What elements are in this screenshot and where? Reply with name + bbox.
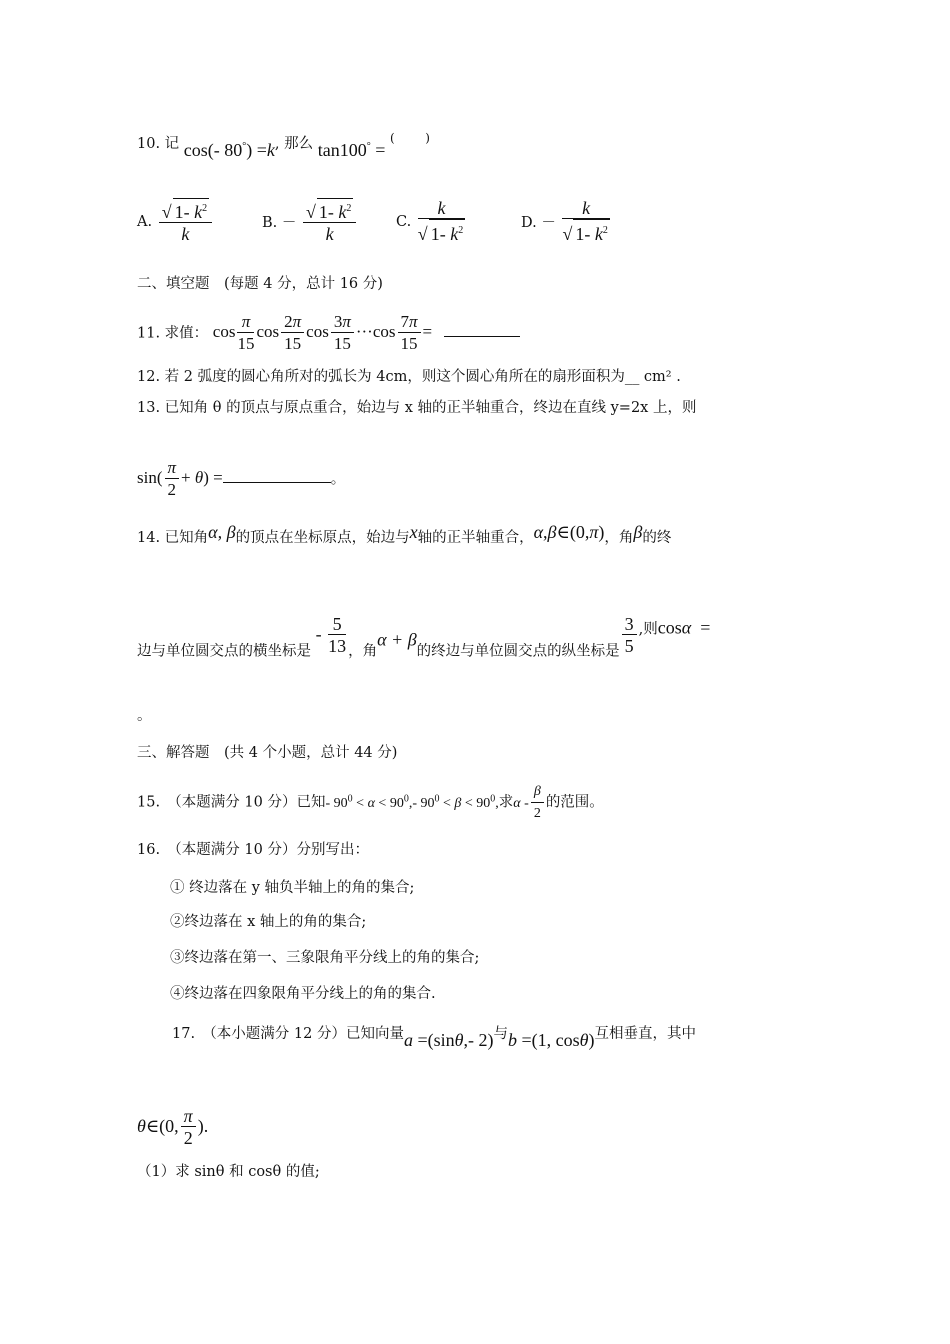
q17-cond <box>137 1106 208 1149</box>
q14-cos: cosα = <box>657 617 711 638</box>
q14-text-e: 的终 <box>642 530 672 546</box>
q14-text-2a: 边与单位圆交点的横坐标是 <box>137 643 311 660</box>
q14-alpha-plus-beta: α + β <box>377 629 417 650</box>
q10-mid: , 那么 <box>274 136 314 152</box>
q11-expr: cos $\frac{\pi}{15}$ cos $\frac{2\pi}{15}$ cos $\frac{3\pi}{15}$ ···cos $\frac{7\pi}{15}$ = <box>212 312 437 353</box>
q15-expr: - $90^0 < \alpha < 90^0,-$ $90^0 < \beta < 90^0$, <box>325 793 499 811</box>
q14-beta: β <box>633 522 643 542</box>
q15-end: 的范围。 <box>545 794 604 811</box>
q14-text-c: 轴的正半轴重合， <box>417 530 534 546</box>
q13-answer-blank[interactable] <box>223 482 331 483</box>
q14-line2 <box>137 614 710 662</box>
q14-text-2b: ，角 <box>348 643 378 660</box>
q17-line1 <box>172 1024 696 1050</box>
q10-option-a <box>137 198 214 245</box>
q10-option-c <box>396 198 467 245</box>
q14-end: 。 <box>137 708 152 724</box>
q14-text-b: 的顶点在坐标原点，始边与 <box>235 530 410 546</box>
section-2-heading: 二、填空题 (每题 4 分，总计 16 分) <box>137 276 383 292</box>
q17-tail: 互相垂直，其中 <box>594 1026 696 1042</box>
q14-text-2d: ,则 <box>638 621 658 638</box>
q10-pre: 记 <box>164 136 180 152</box>
q14-x: x <box>409 522 418 542</box>
q10-paren: ( ) <box>390 131 430 145</box>
q17-with: 与 <box>493 1026 508 1042</box>
option-fraction: $\frac{k}{√ 1- k^2}$ <box>417 198 464 244</box>
q13-expr: sin( $\frac{\pi}{2}$ + θ) = <box>137 458 223 499</box>
q16-item-3: ③终边落在第一、三象限角平分线上的角的集合; <box>170 950 480 966</box>
q14-alpha-beta: α, β <box>208 522 236 542</box>
option-fraction: $\frac{k}{√ 1- k^2}$ <box>562 198 608 244</box>
q14-text-a: 14. 已知角 <box>137 530 209 546</box>
q15 <box>137 782 604 825</box>
q11-answer-blank[interactable] <box>444 336 520 337</box>
q13-line2 <box>137 458 345 501</box>
q11-label: 11. 求值： <box>137 325 209 342</box>
q12: 12. 若 2 弧度的圆心角所对的弧长为 4cm，则这个圆心角所在的扇形面积为__ cm² . <box>137 369 681 385</box>
option-label: D. － <box>521 215 556 231</box>
q14-text-d: ，角 <box>604 530 634 546</box>
q15-ask: 求 <box>498 794 514 811</box>
q15-label: 15. （本题满分 10 分）已知 <box>137 794 326 811</box>
q11 <box>137 312 520 355</box>
q14-line1 <box>137 522 671 548</box>
q17-head: 17. （本小题满分 12 分）已知向量 <box>172 1026 404 1042</box>
q10-stem <box>137 128 430 160</box>
q10-tan: tan100° = <box>317 140 386 160</box>
q14-value1: - $\frac{5}{13}$ <box>315 614 347 656</box>
option-fraction: $\frac{√ 1- k^2}{k}$ <box>159 198 212 245</box>
q16-item-4: ④终边落在四象限角平分线上的角的集合. <box>170 986 436 1002</box>
q17-cond-expr: θ∈(0, $\frac{\pi}{2}$ ). <box>137 1106 209 1148</box>
option-fraction: $\frac{√ 1- k^2}{k}$ <box>303 198 356 245</box>
option-label: B. － <box>262 215 297 231</box>
q15-expr2: α - $\frac{\beta}{2}$ <box>513 796 546 811</box>
q10-number: 10. <box>137 136 161 152</box>
q14-cond: α,β∈(0,π) <box>533 522 605 542</box>
q14-text-2c: 的终边与单位圆交点的纵坐标是 <box>416 643 620 660</box>
q13-line1: 13. 已知角 θ 的顶点与原点重合，始边与 x 轴的正半轴重合，终边在直线 y=2x 上，则 <box>137 400 697 416</box>
q10-expr: cos(- 80°) =k <box>183 140 275 160</box>
section-3-heading: 三、解答题 (共 4 个小题，总计 44 分) <box>137 745 398 761</box>
q10-option-d <box>521 198 612 245</box>
q13-end: 。 <box>330 471 346 488</box>
q17-vector-b: b =(1, cosθ) <box>507 1030 595 1050</box>
option-label: C. <box>396 213 412 230</box>
q17-vector-a: a =(sinθ,- 2) <box>403 1030 494 1050</box>
option-label: A. <box>137 213 153 230</box>
q16-head: 16. （本题满分 10 分）分别写出： <box>137 842 369 858</box>
q17-sub1: （1）求 sinθ 和 cosθ 的值; <box>137 1164 320 1180</box>
q14-value2: $\frac{3}{5}$ <box>620 624 639 644</box>
q16-item-2: ②终边落在 x 轴上的角的集合; <box>170 914 367 930</box>
q16-item-1: ① 终边落在 y 轴负半轴上的角的集合; <box>170 880 415 896</box>
q10-option-b <box>262 198 358 245</box>
